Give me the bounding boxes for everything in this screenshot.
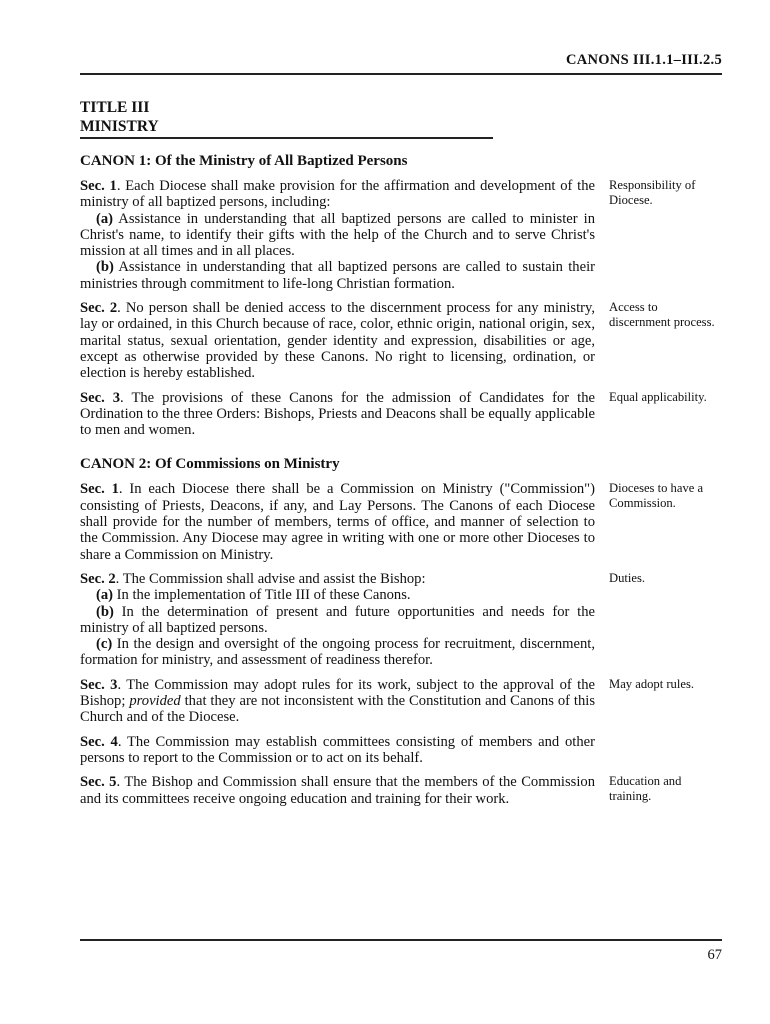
canon1-sec1-b-label: (b) <box>96 259 114 276</box>
canon1-sec1-note: Responsibility of Diocese. <box>609 178 696 207</box>
canon2-sec3-body-after: that they are not inconsistent with the Constitution and Canons of this Church and of the Diocese. <box>80 693 596 726</box>
canon2-sec2-c-label: (c) <box>96 636 113 653</box>
canon2-sec2-a-label: (a) <box>96 587 114 604</box>
canon1-sec2 <box>80 300 770 381</box>
canon2-sec2-b-text: In the determination of present and future opportunities and needs for the ministry of all baptized persons. <box>80 603 595 636</box>
canon2-sec3 <box>80 677 770 726</box>
canon2-sec3-note: May adopt rules. <box>609 676 694 691</box>
bottom-rule <box>80 939 722 941</box>
main-content <box>80 153 770 807</box>
canon1-sec1-text <box>80 178 595 292</box>
canon2-sec5 <box>80 774 770 807</box>
canon2-sec4-body: . The Commission may establish committees consisting of members and other persons to report to the Commission or to act on its behalf. <box>80 733 595 766</box>
title-block <box>80 98 159 136</box>
title-line-2: MINISTRY <box>80 118 159 135</box>
canon1-sec2-note: Access to discernment process. <box>609 300 715 329</box>
canon2-sec2-c-text: In the design and oversight of the ongoing process for recruitment, discernment, formation for ministry, and assessment of readiness therefor. <box>80 636 595 669</box>
canon2-sec3-provided: provided <box>129 693 181 710</box>
canon1-sec1-a-text: Assistance in understanding that all baptized persons are called to minister in Christ's name, to identify their gifts with the help of the Church and to serve Christ's mission at all times and in all places. <box>80 210 595 260</box>
running-head: CANONS III.1.1–III.2.5 <box>565 52 722 68</box>
canon2-sec2 <box>80 571 770 669</box>
canon1-sec3-note: Equal applicability. <box>609 389 707 404</box>
canon1-sec1-body: . Each Diocese shall make provision for the affirmation and development of the ministry of all baptized persons, including: <box>80 178 595 211</box>
canon2-sec5-text <box>80 774 595 807</box>
canon2-sec2-body: . The Commission shall advise and assist the Bishop: <box>115 570 426 587</box>
canon2-sec1-body: . In each Diocese there shall be a Commission on Ministry ("Commission") consisting of Priests, Deacons, if any, and Lay Persons. The Canons of each Diocese shall provide for the number of members, terms of office, and manner of selection to the Commission. Any Diocese may agree in writing with one or more other Dioceses to share a Commission on Ministry. <box>80 481 595 563</box>
canon1-sec1-label: Sec. 1 <box>80 178 117 194</box>
canon2-heading: CANON 2: Of Commissions on Ministry <box>80 456 340 473</box>
canon2-sec5-label: Sec. 5 <box>80 774 117 791</box>
canon2-sec1-note: Dioceses to have a Commission. <box>609 481 704 510</box>
canon2-sec4 <box>80 734 770 767</box>
canon1-sec1-b-text: Assistance in understanding that all baptized persons are called to sustain their ministries through commitment to life-long Christian formation. <box>80 259 595 292</box>
canon2-sec1 <box>80 481 770 562</box>
canon1-sec2-label: Sec. 2 <box>80 300 118 317</box>
canon2-sec4-label: Sec. 4 <box>80 733 118 750</box>
page-number: 67 <box>707 947 722 963</box>
canon2-sec3-body-before: . The Commission may adopt rules for its work, subject to the approval of the Bishop; <box>80 676 595 710</box>
canon1-heading: CANON 1: Of the Ministry of All Baptized Persons <box>80 153 408 169</box>
canon1-sec2-body: . No person shall be denied access to the discernment process for any ministry, lay or ordained, in this Church because of race, color, ethnic origin, national origin, sex, marital status, sexual orientation, gender identity and expression, disabilities or age, except as otherwise provided by these Canons. No right to licensing, ordination, or election is hereby established. <box>80 300 595 382</box>
canon1-sec3 <box>80 390 770 439</box>
canon2-sec3-label: Sec. 3 <box>80 676 118 693</box>
canon1-sec2-text <box>80 300 595 381</box>
title-line-1: TITLE III <box>80 99 150 116</box>
canon2-sec4-text <box>80 734 595 767</box>
canon1-sec3-label: Sec. 3 <box>80 389 121 406</box>
canon2-sec1-text <box>80 481 595 562</box>
canon2-sec2-b-label: (b) <box>96 603 114 620</box>
canon2-sec2-label: Sec. 2 <box>80 570 116 587</box>
canon2-sec5-body: . The Bishop and Commission shall ensure that the members of the Commission and its committees receive ongoing education and training for their work. <box>80 774 595 807</box>
canon2-sec2-text <box>80 571 595 669</box>
title-rule <box>80 137 493 139</box>
canon1-sec3-text <box>80 390 595 439</box>
canon2-sec5-note: Education and training. <box>609 774 682 803</box>
top-rule <box>80 73 722 75</box>
canon2-sec1-label: Sec. 1 <box>80 481 119 498</box>
canon1-sec1 <box>80 178 770 292</box>
canon2-sec2-a-text: In the implementation of Title III of these Canons. <box>113 587 411 604</box>
canon2-sec3-text <box>80 677 595 726</box>
canon1-sec1-a-label: (a) <box>96 210 114 227</box>
canon1-sec3-body: . The provisions of these Canons for the admission of Candidates for the Ordination to the three Orders: Bishops, Priests and Deacons shall be equally applicable to men and women. <box>80 389 595 439</box>
canon2-sec2-note: Duties. <box>609 570 646 585</box>
